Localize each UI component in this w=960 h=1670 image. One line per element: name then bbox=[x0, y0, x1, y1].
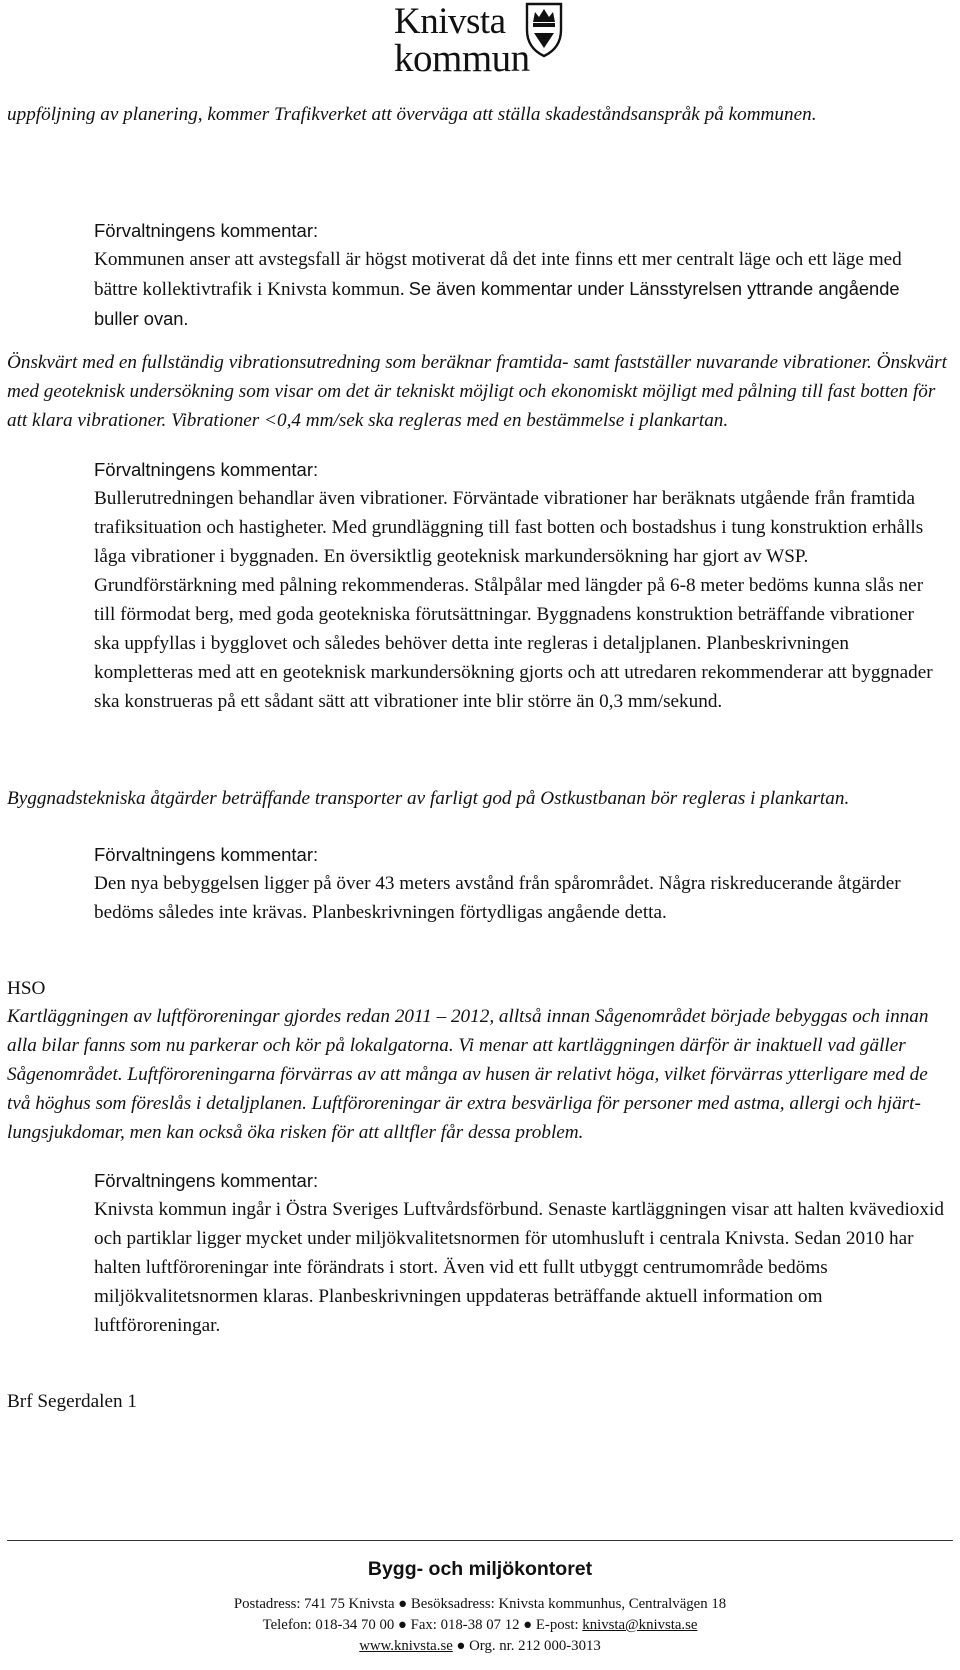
comment-body: Kommunen anser att avstegsfall är högst motiverat då det inte finns ett mer centralt läge och ett läge med bättre kollektivtrafik i Knivsta kommun. bbox=[94, 249, 902, 300]
comment-block-3 bbox=[94, 840, 944, 927]
footer-org-number: ● Org. nr. 212 000-3013 bbox=[452, 1638, 601, 1654]
crown-icon bbox=[523, 0, 565, 58]
paragraph-building-measures: Byggnadstekniska åtgärder beträffande transporter av farligt god på Ostkustbanan bör regleras i plankartan. bbox=[7, 788, 850, 809]
footer-contact-text: Telefon: 018-34 70 00 ● Fax: 018-38 07 12 ● E-post: bbox=[262, 1617, 583, 1633]
section-label-brf: Brf Segerdalen 1 bbox=[7, 1391, 138, 1412]
section-label-hso: HSO bbox=[7, 978, 46, 999]
comment-body: Bullerutredningen behandlar även vibrationer. Förväntade vibrationer har beräknats utgående från framtida trafiksituation och hastigheter. Med grundläggning till fast botten och bostadshus i tung konstruktion erhålls låga vibrationer i byggnaden. En översiktlig geoteknisk markundersökning har gjort av WSP. Grundförstärkning med pålning rekommenderas. Stålpålar med längder på 6-8 meter bedöms kunna slås ner till förmodat berg, med goda geotekniska förutsättningar. Byggnadens konstruktion beträffande vibrationer ska uppfyllas i bygglovet och således behöver detta inte regleras i detaljplanen. Planbeskrivningen kompletteras med att en geoteknisk markundersökning gjorts och att utredaren rekommenderar att byggnader ska konstrueras på ett sådant sätt att vibrationer inte blir större än 0,3 mm/sekund. bbox=[94, 488, 933, 712]
footer-postal-address: Postadress: 741 75 Knivsta ● Besöksadress: Knivsta kommunhus, Centralvägen 18 bbox=[233, 1596, 727, 1612]
comment-heading: Förvaltningens kommentar: bbox=[94, 459, 319, 480]
footer-title: Bygg- och miljökontoret bbox=[367, 1558, 593, 1580]
comment-block-4 bbox=[94, 1166, 944, 1340]
footer-email-link[interactable]: knivsta@knivsta.se bbox=[582, 1617, 698, 1633]
comment-block-1 bbox=[94, 216, 944, 333]
paragraph-air-pollution: Kartläggningen av luftföroreningar gjordes redan 2011 – 2012, alltså innan Sågenområdet började bebyggas och innan alla bilar fanns som nu parkerar och kör på lokalgatorna. Vi menar att kartläggningen därför är inaktuell vad gäller Sågenområdet. Luftföroreningarna förvärras av att många av husen är relativt höga, vilket förvärras ytterligare med de två höghus som föreslås i detaljplanen. Luftföroreningar är extra besvärliga för personer med astma, allergi och hjärt-lungsjukdomar, men kan också öka risken för att alltfler får dessa problem. bbox=[7, 1006, 929, 1143]
logo-text-line1: Knivsta bbox=[394, 1, 506, 42]
comment-heading: Förvaltningens kommentar: bbox=[94, 1170, 319, 1191]
comment-body: Knivsta kommun ingår i Östra Sveriges Luftvårdsförbund. Senaste kartläggningen visar att halten kvävedioxid och partiklar ligger mycket under miljökvalitetsnormen för utomhusluft i centrala Knivsta. Sedan 2010 har halten luftföroreningar inte förändrats i stort. Även vid ett fullt utbyggt centrumområde bedöms miljökvalitetsnormen klaras. Planbeskrivningen uppdateras beträffande aktuell information om luftföroreningar. bbox=[94, 1199, 944, 1336]
comment-heading: Förvaltningens kommentar: bbox=[94, 220, 319, 241]
footer-website-link[interactable]: www.knivsta.se bbox=[359, 1638, 453, 1654]
paragraph-vibrations: Önskvärt med en fullständig vibrationsutredning som beräknar framtida- samt fastställer nuvarande vibrationer. Önskvärt med geoteknisk undersökning som visar om det är tekniskt möjligt och ekonomiskt möjligt med pålning till fast botten för att klara vibrationer. Vibrationer <0,4 mm/sek ska regleras med en bestämmelse i plankartan. bbox=[7, 352, 947, 431]
logo-text-line2: kommun bbox=[394, 37, 530, 80]
footer-contact-line bbox=[0, 1615, 960, 1636]
comment-body: Den nya bebyggelsen ligger på över 43 meters avstånd från spårområdet. Några riskreducerande åtgärder bedöms således inte krävas. Planbeskrivningen förtydligas angående detta. bbox=[94, 873, 901, 923]
comment-body-addendum: Se även kommentar under Länsstyrelsen yttrande angående buller ovan. bbox=[94, 278, 900, 329]
paragraph-trafikverket: uppföljning av planering, kommer Trafikverket att överväga att ställa skadeståndsanspråk på kommunen. bbox=[7, 104, 817, 125]
footer-web-line bbox=[0, 1636, 960, 1657]
footer-divider bbox=[7, 1540, 953, 1541]
comment-heading: Förvaltningens kommentar: bbox=[94, 844, 319, 865]
comment-block-2 bbox=[94, 455, 944, 716]
knivsta-kommun-logo bbox=[392, 0, 572, 84]
